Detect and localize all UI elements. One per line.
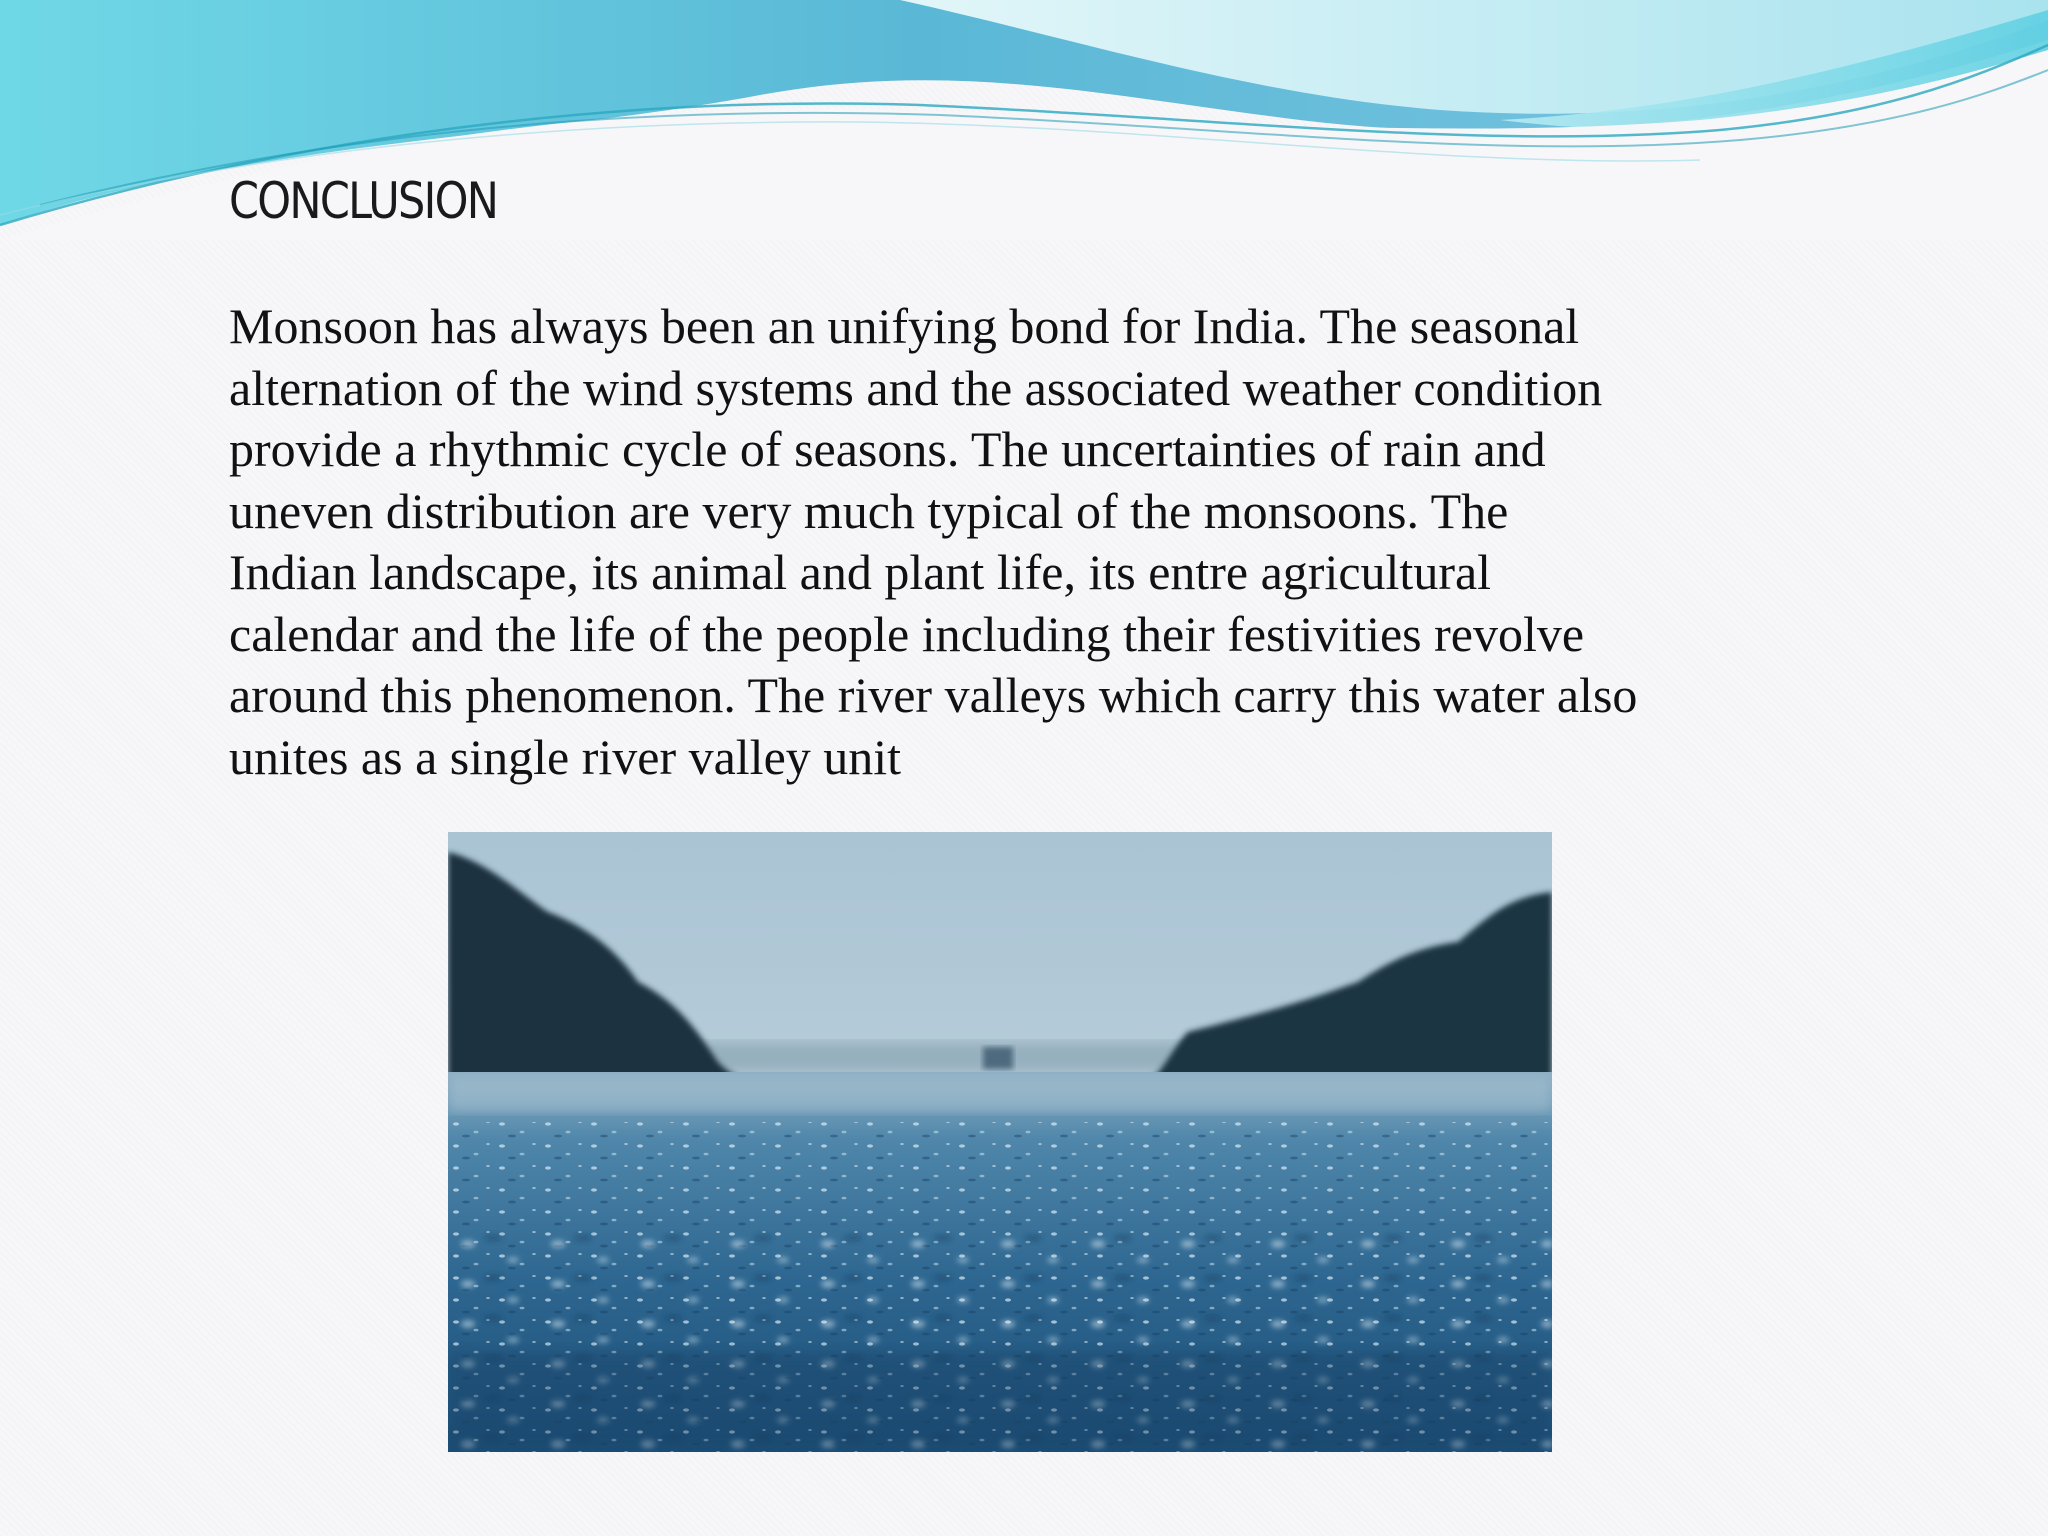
rain-on-river-image: [448, 832, 1552, 1452]
conclusion-paragraph: Monsoon has always been an unifying bond for India. The seasonal alternation of the wind systems and the associated weather condition provide a rhythmic cycle of seasons. The uncertainties of rain and uneven distribution are very much typical of the monsoons. The Indian landscape, its animal and plant life, its entre agricultural calendar and the life of the people including their festivities revolve around this phenomenon. The river valleys which carry this water also unites as a single river valley unit: [229, 298, 1638, 785]
monsoon-river-photo: [448, 832, 1552, 1452]
slide-title: CONCLUSION: [229, 172, 498, 230]
